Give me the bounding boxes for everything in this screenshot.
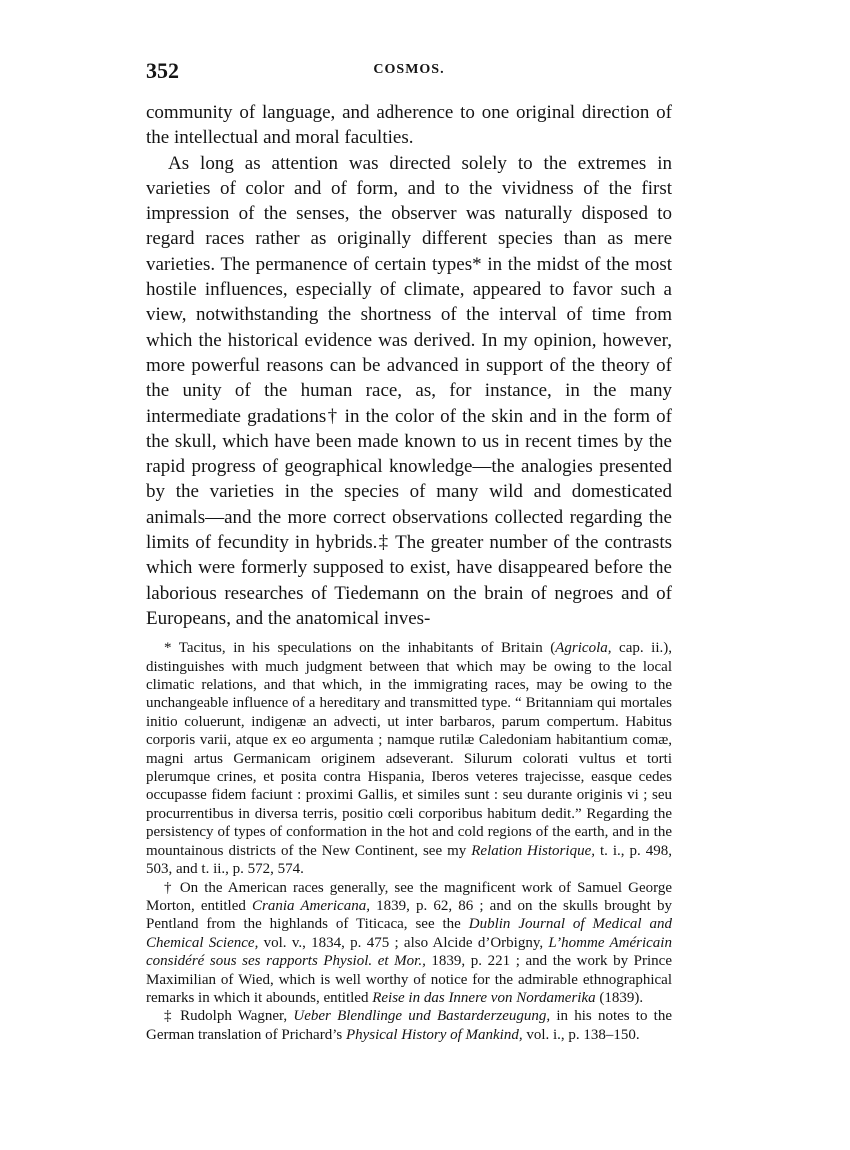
paragraph-continued: community of language, and adherence to one original direction of the intellectual and moral faculties. xyxy=(146,102,672,149)
footnote-text: cap. ii.), distinguishes with much judgment between that which may be owing to the local climatic relations, and that which, in the immigrating races, may be owing to the unchangeable influence of a hereditary and transmitted type. “ Britanniam qui mortales initio coluerunt, indigenæ an advecti, ut inter barbaros, parum compertum. Habitus corporis varii, atque ex eo argumenta ; namque rutilæ Caledoniam habitantium comæ, magni artus Germanicam originem adseverant. Silurum colorati vultus et torti plerumque crines, et posita contra Hispania, Iberos veteres trajecisse, easque cedes occupasse fidem faciunt : proximi Gallis, et similes sunt : seu durante originis vi ; seu procurrentibus in diversa terris, positio cœli corporibus habitum dedit.” Regarding the persistency of types of conformation in the hot and cold regions of the earth, and in the mountainous districts of the New Continent, see my xyxy=(146,640,673,859)
paragraph-text-segment: in the color of the skin and in the form of the skull, which have been made known to us in recent times by the rapid progress of geographical knowledge—the analogies presented by the varieties in the species of many wild and domesticated animals—and the more correct observations collected regarding the limits of fecundity in hybrids. xyxy=(146,405,672,554)
footnote-italic: Ueber Blendlinge und Bastarderzeugung, xyxy=(293,1008,551,1025)
footnote-italic: Agricola, xyxy=(555,640,612,657)
footnote-ref-dagger: † xyxy=(326,405,339,427)
page-number: 352 xyxy=(146,58,179,83)
footnote-mark: † xyxy=(164,879,174,896)
footnote-mark: ‡ xyxy=(164,1008,174,1025)
footnote-text: in his notes to the German translation of Prichard’s xyxy=(146,1008,672,1043)
paragraph-text-segment: in the midst of the most hostile influences, especially of climate, appeared to favor such a view, notwithstanding the shortness of the interval of time from which the historical evidence was derived. In my opinion, however, more powerful reasons can be advanced in support of the theory of the unity of the human race, as, for instance, in the many intermediate gradations xyxy=(146,253,672,427)
footnote-ref-asterisk: * xyxy=(472,253,482,275)
footnote-italic: Reise in das Innere von Nordamerika xyxy=(372,989,596,1006)
footnote-italic: L’homme Américain considéré sous ses rapports Physiol. et Mor., xyxy=(146,934,672,970)
paragraph-main xyxy=(146,151,672,632)
footnote-italic: Crania Americana, xyxy=(252,897,370,914)
footnote-text: 1839, p. 62, 86 ; and on the skulls brought by Pentland from the highlands of Titicaca, see the xyxy=(146,897,672,933)
footnote-text: 1839, p. 221 ; and the work by Prince Maximilian of Wied, which is well worthy of notice for the admirable ethnographical remarks in which it abounds, entitled xyxy=(146,953,672,1006)
running-title: COSMOS. xyxy=(373,62,445,77)
footnote-italic: Physical History of Mankind, xyxy=(345,1026,523,1043)
footnote-ref-double-dagger: ‡ xyxy=(377,532,390,554)
footnote-text: Rudolph Wagner, xyxy=(173,1008,294,1025)
footnotes xyxy=(146,639,672,1044)
running-head xyxy=(146,58,672,88)
footnote-italic: Dublin Journal of Medical and Chemical Science, xyxy=(146,916,672,951)
footnote-double-dagger xyxy=(146,1007,672,1044)
footnote-text: On the American races generally, see the magnificent work of Samuel George Morton, entitled xyxy=(146,879,672,914)
paragraph-text-segment: As long as attention was directed solely to the extremes in varieties of color and of form, and to the vividness of the first impression of the senses, the observer was naturally disposed to regard races rather as originally different species than as mere varieties. The permanence of certain types xyxy=(146,152,672,275)
footnote-text: vol. i., p. 138–150. xyxy=(522,1026,640,1043)
footnote-text: vol. v., 1834, p. 475 ; also Alcide d’Orbigny, xyxy=(258,934,549,951)
footnote-text: Tacitus, in his speculations on the inhabitants of Britain ( xyxy=(171,640,556,657)
footnote-mark: * xyxy=(164,640,172,657)
footnote-text: (1839). xyxy=(595,989,644,1006)
footnote-asterisk xyxy=(146,639,672,878)
paragraph-text-segment: The greater number of the contrasts which were formerly supposed to exist, have disappeared before the laborious researches of Tiedemann on the brain of negroes and of Europeans, and the anatomical inves- xyxy=(146,532,673,629)
book-page xyxy=(146,58,672,1044)
footnote-text: t. i., p. 498, 503, and t. ii., p. 572, 574. xyxy=(146,842,673,878)
footnote-dagger xyxy=(146,879,672,1008)
footnote-italic: Relation Historique, xyxy=(471,842,595,859)
